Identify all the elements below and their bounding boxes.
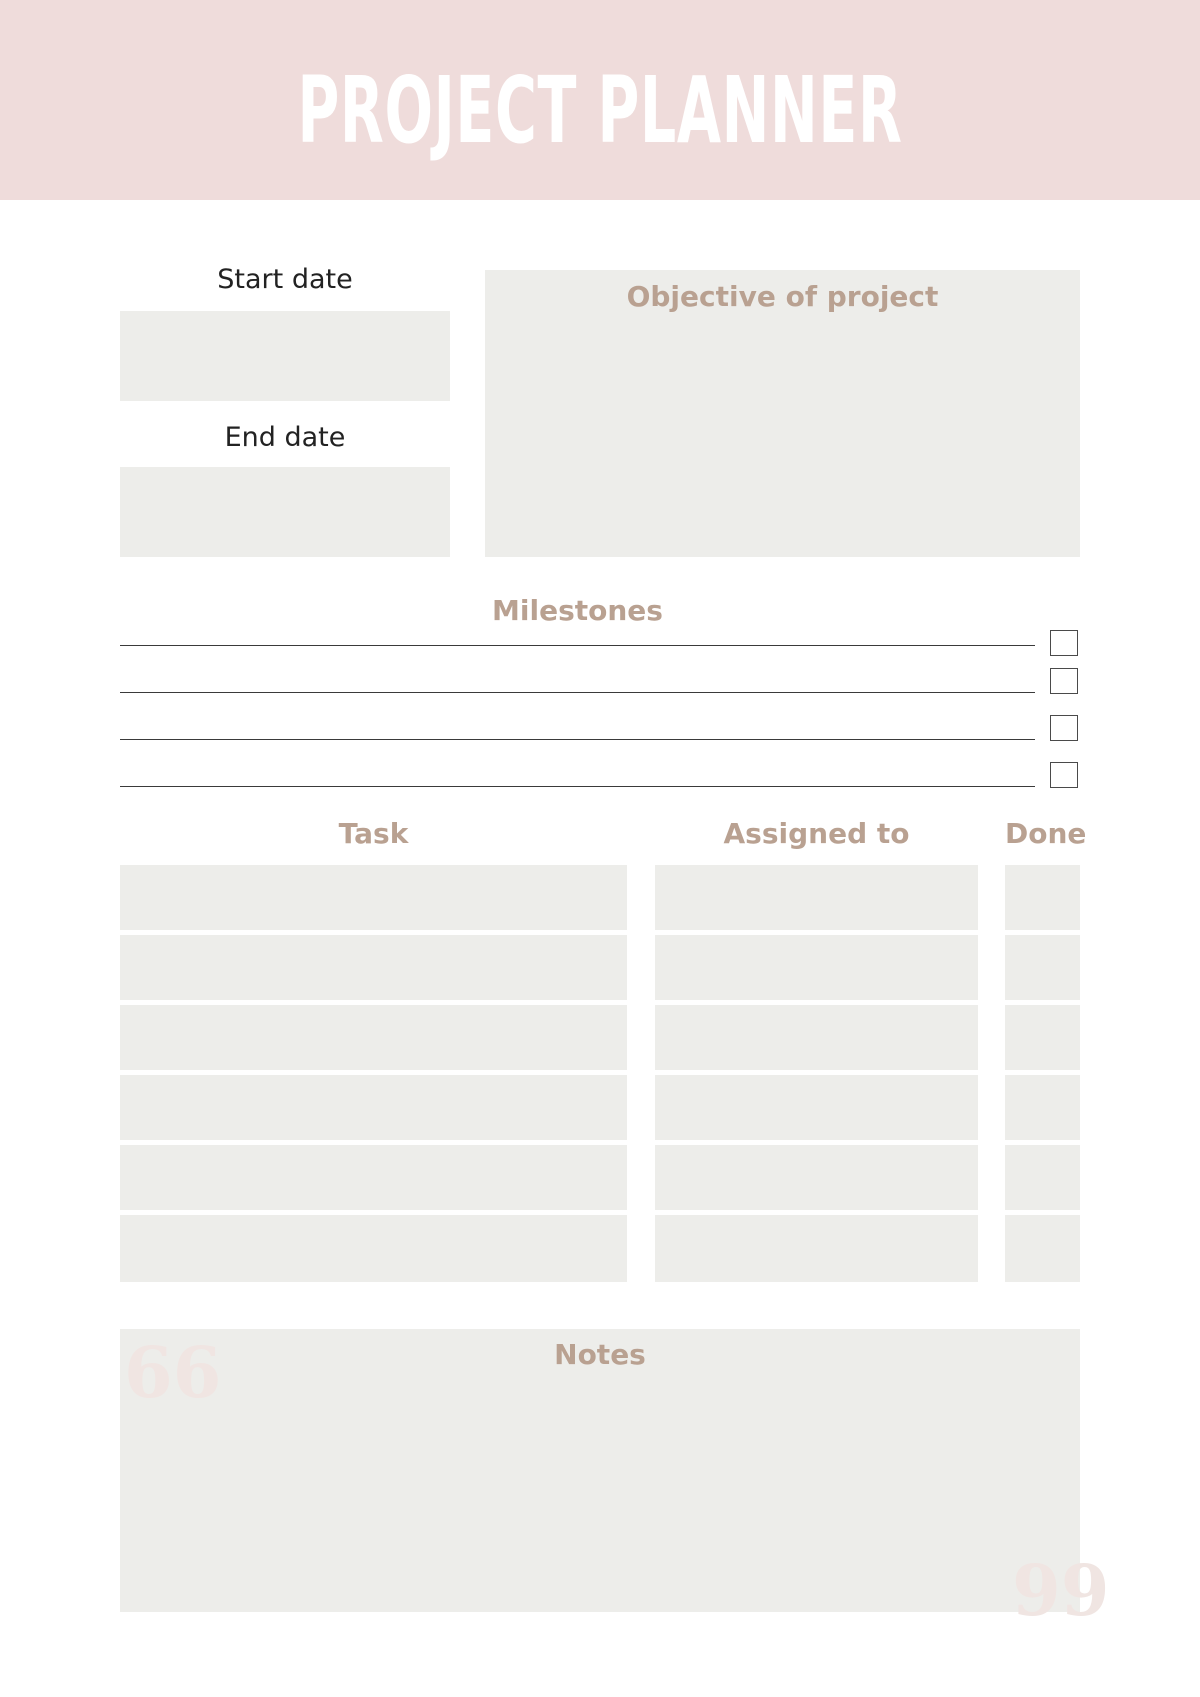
milestones-heading: Milestones xyxy=(492,594,663,627)
done-cell[interactable] xyxy=(1005,1005,1080,1070)
task-cell[interactable] xyxy=(120,1075,627,1140)
milestone-checkbox[interactable] xyxy=(1050,715,1078,741)
end-date-field[interactable] xyxy=(120,467,450,557)
done-cell[interactable] xyxy=(1005,1215,1080,1282)
notes-box[interactable] xyxy=(120,1329,1080,1612)
task-cell[interactable] xyxy=(120,865,627,930)
milestone-line[interactable] xyxy=(120,692,1035,693)
task-cell[interactable] xyxy=(120,935,627,1000)
done-cell[interactable] xyxy=(1005,1145,1080,1210)
done-cell[interactable] xyxy=(1005,1075,1080,1140)
done-cell[interactable] xyxy=(1005,935,1080,1000)
milestone-checkbox[interactable] xyxy=(1050,762,1078,788)
task-cell[interactable] xyxy=(120,1005,627,1070)
start-date-field[interactable] xyxy=(120,311,450,401)
page-title: PROJECT PLANNER xyxy=(297,57,903,164)
objective-label: Objective of project xyxy=(626,280,939,313)
task-cell[interactable] xyxy=(120,1215,627,1282)
milestone-line[interactable] xyxy=(120,786,1035,787)
milestone-checkbox[interactable] xyxy=(1050,630,1078,656)
end-date-label: End date xyxy=(224,422,346,453)
objective-box[interactable] xyxy=(485,270,1080,557)
assigned-cell[interactable] xyxy=(655,1005,978,1070)
milestone-line[interactable] xyxy=(120,739,1035,740)
open-quote-mark: 66 xyxy=(124,1331,222,1414)
notes-label: Notes xyxy=(554,1338,646,1371)
start-date-label: Start date xyxy=(217,264,353,295)
task-cell[interactable] xyxy=(120,1145,627,1210)
assigned-cell[interactable] xyxy=(655,1145,978,1210)
assigned-cell[interactable] xyxy=(655,935,978,1000)
milestone-checkbox[interactable] xyxy=(1050,668,1078,694)
assigned-cell[interactable] xyxy=(655,1215,978,1282)
done-column-header: Done xyxy=(1005,817,1087,850)
assigned-cell[interactable] xyxy=(655,865,978,930)
milestone-line[interactable] xyxy=(120,645,1035,646)
done-cell[interactable] xyxy=(1005,865,1080,930)
close-quote-mark: 99 xyxy=(1012,1549,1110,1632)
assigned-cell[interactable] xyxy=(655,1075,978,1140)
assigned-column-header: Assigned to xyxy=(723,817,910,850)
task-column-header: Task xyxy=(338,817,409,850)
